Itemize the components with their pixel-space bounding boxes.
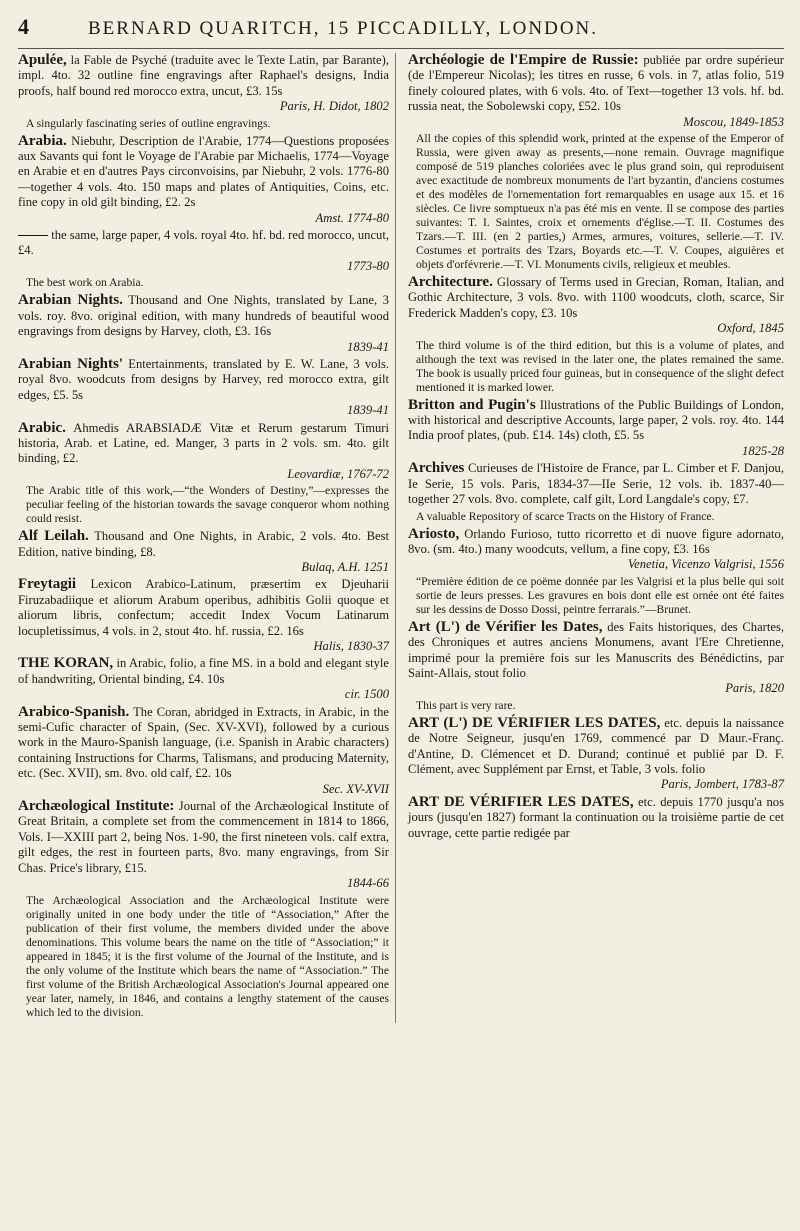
entry-imprint: 1773-80 bbox=[347, 258, 389, 273]
entry-imprint: Venetia, Vicenzo Valgrisi, 1556 bbox=[627, 557, 784, 572]
left-column bbox=[18, 53, 396, 1023]
catalogue-entry bbox=[408, 795, 784, 841]
catalogue-entry bbox=[408, 461, 784, 507]
entry-heading: Archéologie de l'Empire de Russie: bbox=[408, 52, 639, 68]
catalogue-entry bbox=[18, 656, 389, 702]
entry-heading: Alf Leilah. bbox=[18, 528, 89, 545]
catalogue-entry bbox=[408, 398, 784, 460]
catalogue-entry bbox=[18, 228, 389, 274]
entry-heading: ART DE VÉRIFIER LES DATES, bbox=[408, 793, 634, 810]
entry-imprint: Paris, H. Didot, 1802 bbox=[279, 99, 389, 114]
entry-imprint: Bulaq, A.H. 1251 bbox=[301, 559, 389, 574]
right-column bbox=[406, 53, 784, 1023]
entry-heading: Britton and Pugin's bbox=[408, 396, 536, 413]
entry-heading: THE KORAN, bbox=[18, 655, 114, 672]
entry-heading: Arabic. bbox=[18, 419, 66, 436]
entry-description: publiée par ordre supérieur (de l'Empereur Nicolas); les titres en russe, 6 vols. in 7, atlas folio, 519 finely coloured plates, with 6 vols. 4to. of Text—together 13 vols. hf. bd. russia neat, the Sobolewski copy, £52. 10s bbox=[408, 53, 784, 114]
entry-heading: Apulée, bbox=[18, 52, 67, 68]
entry-description: Illustrations of the Public Buildings of London, with historical and descriptive Accounts, large paper, 2 vols. roy. 4to. 144 India proof plates, (pub. £14. 14s) cloth, £5. 5s bbox=[408, 397, 784, 443]
catalogue-entry bbox=[408, 716, 784, 793]
entry-heading: Architecture. bbox=[408, 274, 493, 291]
entry-description: Lexicon Arabico-Latinum, præsertim ex Djeuharii Firuzabadiique et aliorum Arabum operibus, adhibitis Golii quoque et aliorum libris, confectum; accedit Index Vocum Latinarum locupletissimus, 4 vols. in 2, stout 4to. hf. russia, £2. 16s bbox=[18, 577, 389, 638]
entry-description: Ahmedis ARABSIADÆ Vitæ et Rerum gestarum Timuri historia, Arab. et Latine, ed. Manger, 3 parts in 2 vols. sm. 4to. gilt binding, £2. bbox=[18, 420, 389, 466]
entry-imprint: Paris, Jombert, 1783-87 bbox=[660, 777, 784, 792]
catalogue-entry bbox=[408, 620, 784, 697]
catalogue-entry bbox=[18, 799, 389, 891]
entry-description: the same, large paper, 4 vols. royal 4to. hf. bd. red morocco, uncut, £4. bbox=[18, 228, 389, 258]
catalogue-entry bbox=[18, 134, 389, 226]
entry-heading: Ariosto, bbox=[408, 525, 460, 542]
entry-heading: Arabico-Spanish. bbox=[18, 703, 130, 720]
catalogue-entry bbox=[18, 293, 389, 355]
entry-heading: Arabia. bbox=[18, 132, 67, 149]
entry-imprint: 1844-66 bbox=[347, 876, 389, 891]
entry-heading: Art (L') de Vérifier les Dates, bbox=[408, 618, 603, 635]
entry-description: Thousand and One Nights, translated by Lane, 3 vols. roy. 8vo. original edition, with many hundreds of beautiful wood engravings from designs by Harvey, cloth, £3. 16s bbox=[18, 293, 389, 339]
entry-description: Curieuses de l'Histoire de France, par L. Cimber et F. Danjou, Ie Serie, 15 vols. Paris, 1834-37—IIe Serie, 12 vols. ib. 1837-40—together 27 vols. 8vo. complete, calf gilt, Lord Langdale's copy, £7. bbox=[408, 461, 784, 507]
catalogue-entry bbox=[408, 275, 784, 337]
entry-imprint: Paris, 1820 bbox=[725, 681, 784, 696]
entry-imprint: Oxford, 1845 bbox=[717, 321, 784, 336]
entry-description: Glossary of Terms used in Grecian, Roman, Italian, and Gothic Architecture, 3 vols. 8vo. with 1100 woodcuts, cloth, scarce, Sir Frederick Madden's copy, £3. 10s bbox=[408, 275, 784, 320]
entry-description: Orlando Furioso, tutto ricorretto et di nuove figure adornato, 8vo. (sm. 4to.) many woodcuts, vellum, a fine copy, £3. 16s bbox=[408, 526, 784, 556]
entry-imprint: cir. 1500 bbox=[344, 687, 389, 702]
entry-note: A valuable Repository of scarce Tracts on the History of France. bbox=[416, 509, 715, 523]
entry-note: The third volume is of the third edition, but this is a volume of plates, and although the text was revised in the later one, the plates remained the same. The book is usually priced four guineas, but in consequence of the slight defect mentioned it is marked lower. bbox=[416, 338, 784, 394]
entry-imprint: Amst. 1774-80 bbox=[315, 210, 389, 225]
columns bbox=[18, 53, 784, 1023]
entry-heading: Arabian Nights. bbox=[18, 292, 123, 309]
entry-note: The Arabic title of this work,—“the Wonders of Destiny,”—expresses the peculiar feeling of the historian towards the savage conqueror whom nothing could resist. bbox=[26, 484, 389, 526]
entry-description: Niebuhr, Description de l'Arabie, 1774—Questions proposées aux Savants qui font le Voyage de l'Arabie par Michaelis, 1774—Voyage en Arabie et en d'autres Pays circonvoisins, par Niebuhr, 2 vols. 1776-80—together 4 vols. 4to. 150 maps and plates of Antiquities, Coins, etc. fine copy in old gilt binding, £2. 2s bbox=[18, 133, 390, 210]
entry-imprint: 1839-41 bbox=[347, 339, 389, 354]
entry-note: “Première édition de ce poëme donnée par les Valgrisi et la plus belle qui soit sortie de leurs presses. Les gravures en bois dont elle est ornée ont été faites sur les dessins de Dosso Dossi, peintre ferrarais.”—Brunet. bbox=[416, 574, 784, 616]
entry-imprint: Leovardiæ, 1767-72 bbox=[287, 466, 389, 481]
entry-heading: ART (L') DE VÉRIFIER LES DATES, bbox=[408, 714, 661, 731]
entry-heading: —— bbox=[18, 227, 48, 244]
entry-note: A singularly fascinating series of outline engravings. bbox=[26, 116, 271, 130]
entry-heading: Archæological Institute: bbox=[18, 798, 175, 815]
entry-note: The best work on Arabia. bbox=[26, 276, 144, 290]
catalogue-entry bbox=[408, 53, 784, 130]
entry-description: Thousand and One Nights, in Arabic, 2 vols. 4to. Best Edition, native binding, £8. bbox=[18, 529, 389, 559]
entry-imprint: Sec. XV-XVII bbox=[322, 781, 389, 796]
entry-imprint: 1839-41 bbox=[347, 403, 389, 418]
entry-imprint: Moscou, 1849-1853 bbox=[683, 114, 784, 129]
entry-heading: Archives bbox=[408, 460, 465, 477]
entry-description: etc. depuis 1770 jusqu'a nos jours (jusqu'en 1827) formant la continuation ou la troisième partie de cet ouvrage, cette partie redigée par bbox=[408, 794, 784, 840]
catalogue-entry bbox=[18, 529, 389, 575]
entry-description: The Coran, abridged in Extracts, in Arabic, in the semi-Cufic character of Spain, (Sec. XV-XVI), followed by a curious work in the Mauro-Spanish language, (i.e. Spanish in Arabic characters) containing Instructions for Charms, Talismans, and producing Maternity, etc. (Sec. XVII), sm. 8vo. old calf, £2. 10s bbox=[18, 704, 389, 781]
catalogue-entry bbox=[18, 357, 389, 419]
catalogue-entry bbox=[18, 421, 389, 483]
catalogue-entry bbox=[18, 53, 389, 115]
entry-heading: Freytagii bbox=[18, 576, 77, 593]
entry-description: in Arabic, folio, a fine MS. in a bold and elegant style of handwriting, Oriental binding, £4. 10s bbox=[18, 656, 389, 686]
entry-description: Entertainments, translated by E. W. Lane, 3 vols. royal 8vo. woodcuts from designs by Harvey, red morocco extra, gilt edges, £5. 5s bbox=[18, 356, 389, 402]
entry-note: All the copies of this splendid work, printed at the expense of the Emperor of Russia, were given away as presents,—none remain. Ouvrage magnifique composé de 519 planches coloriées avec le plus grand soin, qui reproduisent avec exactitude de nombreux monuments de l'art byzantin, d'anciens costumes et des modèles de l'ornementation fort remarquables en usage aux 15. et 16 siècles. Ce livre somptueux n'a pas été mis en vente. Il se compose des parties suivantes: T. I. Saintes, croix et ornements d'église.—T. II. Costumes des Tzars.—T. III. (en 2 parties,) Armes, armures, voitures, sellerie.—T. IV. Costumes et portraits des Tzars, Boyards etc.—T. V. Coupes, aiguières et objets d'orfévrerie.—T. VI. Monuments civils, religieux et meubles. bbox=[416, 132, 784, 272]
catalogue-entry bbox=[18, 705, 389, 797]
entry-description: des Faits historiques, des Chartes, des Chroniques et autres anciens Monumens, avant l'Ere Chretienne, imprimé pour la première fois sur les Manuscrits des Bénédictins, par Saint-Allais, stout folio bbox=[408, 619, 785, 680]
entry-description: Journal of the Archæological Institute of Great Britain, a complete set from the commencement in 1814 to 1866, Vols. I—XXIII part 2, being Nos. 1-90, the first nineteen vols. calf extra, gilt edges, the rest in fourteen parts, 8vo. many engravings, from Sir Chas. Price's library, £15. bbox=[18, 799, 389, 875]
page-number: 4 bbox=[18, 14, 29, 39]
entry-description: etc. depuis la naissance de Notre Seigneur, jusqu'en 1769, commencé par D Maur.-Franç. d'Antine, D. Clémencet et D. Durand; continué et publié par D. F. Clément, avec Supplément par Ernst, et Table, 3 vols. folio bbox=[408, 715, 784, 776]
entry-heading: Arabian Nights' bbox=[18, 355, 124, 372]
catalogue-entry bbox=[408, 527, 784, 573]
catalogue-entry bbox=[18, 577, 389, 654]
entry-description: la Fable de Psyché (traduite avec le Texte Latin, par Barante), impl. 4to. 32 outline fine engravings after Raphael's designs, India proofs, half bound red morocco extra, uncut, £3. 15s bbox=[18, 53, 389, 98]
running-head: BERNARD QUARITCH, 15 PICCADILLY, LONDON. bbox=[88, 18, 599, 39]
page-header bbox=[18, 14, 784, 49]
entry-note: The Archæological Association and the Archæological Institute were originally united in one body under the title of “Association,” After the publication of their first volume, the members divided under the above denominations. This volume bears the name on the title of “Association;” it appeared in 1845; it is the first volume of the Journal of the Institute, and is the only volume of the Institute which bears the name of “Association.” The first volume of the British Archæological Association's Journal appeared one year later, namely, in 1846, and contains a lengthy statement of the causes which led to the division. bbox=[26, 893, 389, 1019]
entry-note: This part is very rare. bbox=[416, 698, 516, 712]
entry-imprint: 1825-28 bbox=[742, 443, 784, 458]
entry-imprint: Halis, 1830-37 bbox=[313, 639, 389, 653]
